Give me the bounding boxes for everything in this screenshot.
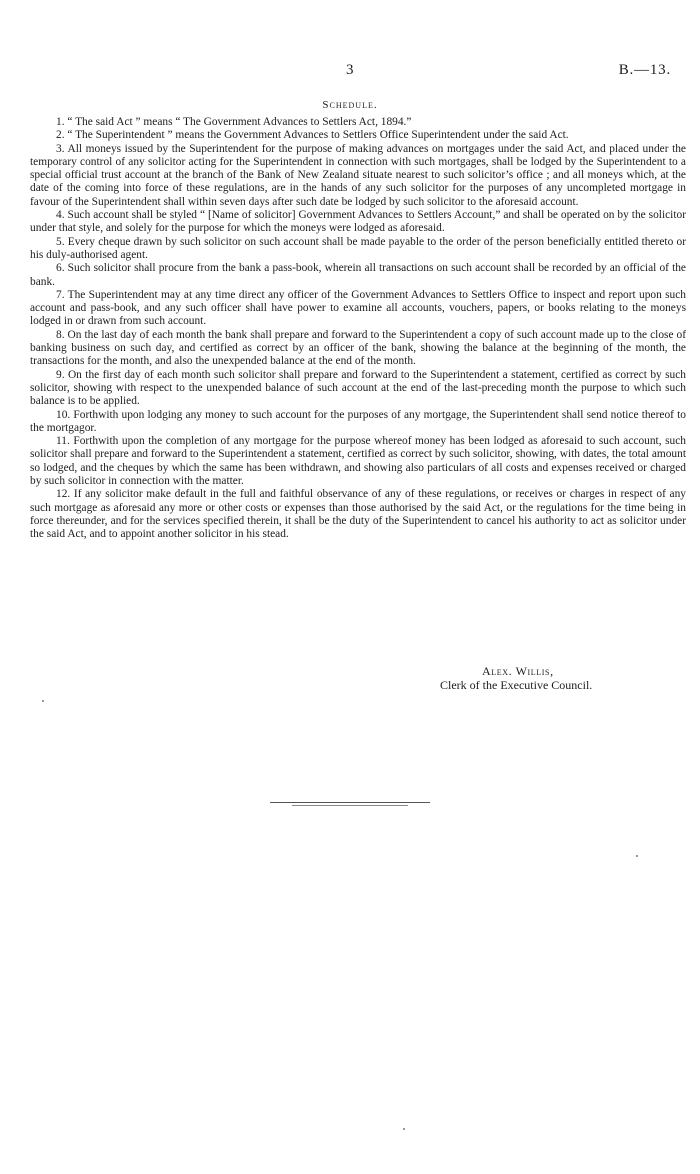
signatory-name: Alex. Willis, <box>482 664 554 678</box>
clause-8: 8. On the last day of each month the bank shall prepare and forward to the Superintendent a copy of such account made up to the close of banking business on such day, and certified as correct by an officer of the bank, showing the balance at the beginning of the month, the transactions for the month, and also the unexpended balance at the end of the month. <box>30 328 686 368</box>
signatory-title: Clerk of the Executive Council. <box>440 678 593 692</box>
schedule-body <box>30 116 686 542</box>
schedule-heading: Schedule. <box>322 99 378 111</box>
clause-12: 12. If any solicitor make default in the full and faithful observance of any of these regulations, or receives or charges in respect of any such mortgage as aforesaid any more or other costs or expenses than those authorised by the said Act, or the regulations for the time being in force thereunder, and for the services specified therein, it shall be the duty of the Superintendent to cancel his authority to act as solicitor under the said Act, and to appoint another solicitor in his stead. <box>30 488 686 541</box>
paper-reference: B.—13. <box>618 62 671 78</box>
clause-5: 5. Every cheque drawn by such solicitor on such account shall be made payable to the order of the person beneficially entitled thereto or his duly-authorised agent. <box>30 235 686 261</box>
page-number: 3 <box>346 62 354 78</box>
clause-4: 4. Such account shall be styled “ [Name of solicitor] Government Advances to Settlers Account,” and shall be operated on by the solicitor under that style, and solely for the purpose for which the moneys were lodged as aforesaid. <box>30 209 686 235</box>
clause-10: 10. Forthwith upon lodging any money to such account for the purposes of any mortgage, the Superintendent shall send notice thereof to the mortgagor. <box>30 408 686 434</box>
signature-block <box>440 664 592 692</box>
clause-9: 9. On the first day of each month such solicitor shall prepare and forward to the Superintendent a statement, certified as correct by such solicitor, showing with respect to the unexpended balance of such account at the end of the last-preceding month the purpose to which such balance is to be applied. <box>30 368 686 408</box>
closing-rule <box>270 802 430 803</box>
clause-11: 11. Forthwith upon the completion of any mortgage for the purpose whereof money has been lodged as aforesaid to such account, such solicitor shall prepare and forward to the Superintendent a statement, certified as correct by such solicitor, showing, with dates, the total amount so lodged, and the cheques by which the same has been withdrawn, and showing also particulars of all costs and expenses received or charged by such solicitor in connection with the matter. <box>30 435 686 488</box>
closing-rule-secondary <box>292 805 408 806</box>
clause-1: 1. “ The said Act ” means “ The Government Advances to Settlers Act, 1894.” <box>56 116 412 128</box>
clause-7: 7. The Superintendent may at any time direct any officer of the Government Advances to Settlers Office to inspect and report upon such account and pass-book, and any such officer shall have power to examine all accounts, vouchers, papers, or books relating to the moneys lodged in or drawn from such account. <box>30 288 686 328</box>
clause-2: 2. “ The Superintendent ” means the Government Advances to Settlers Office Superintendent under the said Act. <box>56 129 569 142</box>
clause-6: 6. Such solicitor shall procure from the bank a pass-book, wherein all transactions on such account shall be recorded by an official of the bank. <box>30 262 686 288</box>
scan-speck <box>403 1128 405 1130</box>
scan-speck <box>636 855 638 857</box>
scan-speck <box>42 700 44 702</box>
clause-3: 3. All moneys issued by the Superintendent for the purpose of making advances on mortgages under the said Act, and placed under the temporary control of any solicitor acting for the Superintendent in connection with such mortgages, shall be lodged by the Superintendent to a special official trust account at the branch of the Bank of New Zealand situate nearest to such solicitor’s office ; and all moneys which, at the date of the coming into force of these regulations, are in the hands of any such solicitor for the purposes of any uncompleted mortgage in favour of the Superintendent shall within seven days after such date be lodged by such solicitor to the aforesaid account. <box>30 142 686 208</box>
